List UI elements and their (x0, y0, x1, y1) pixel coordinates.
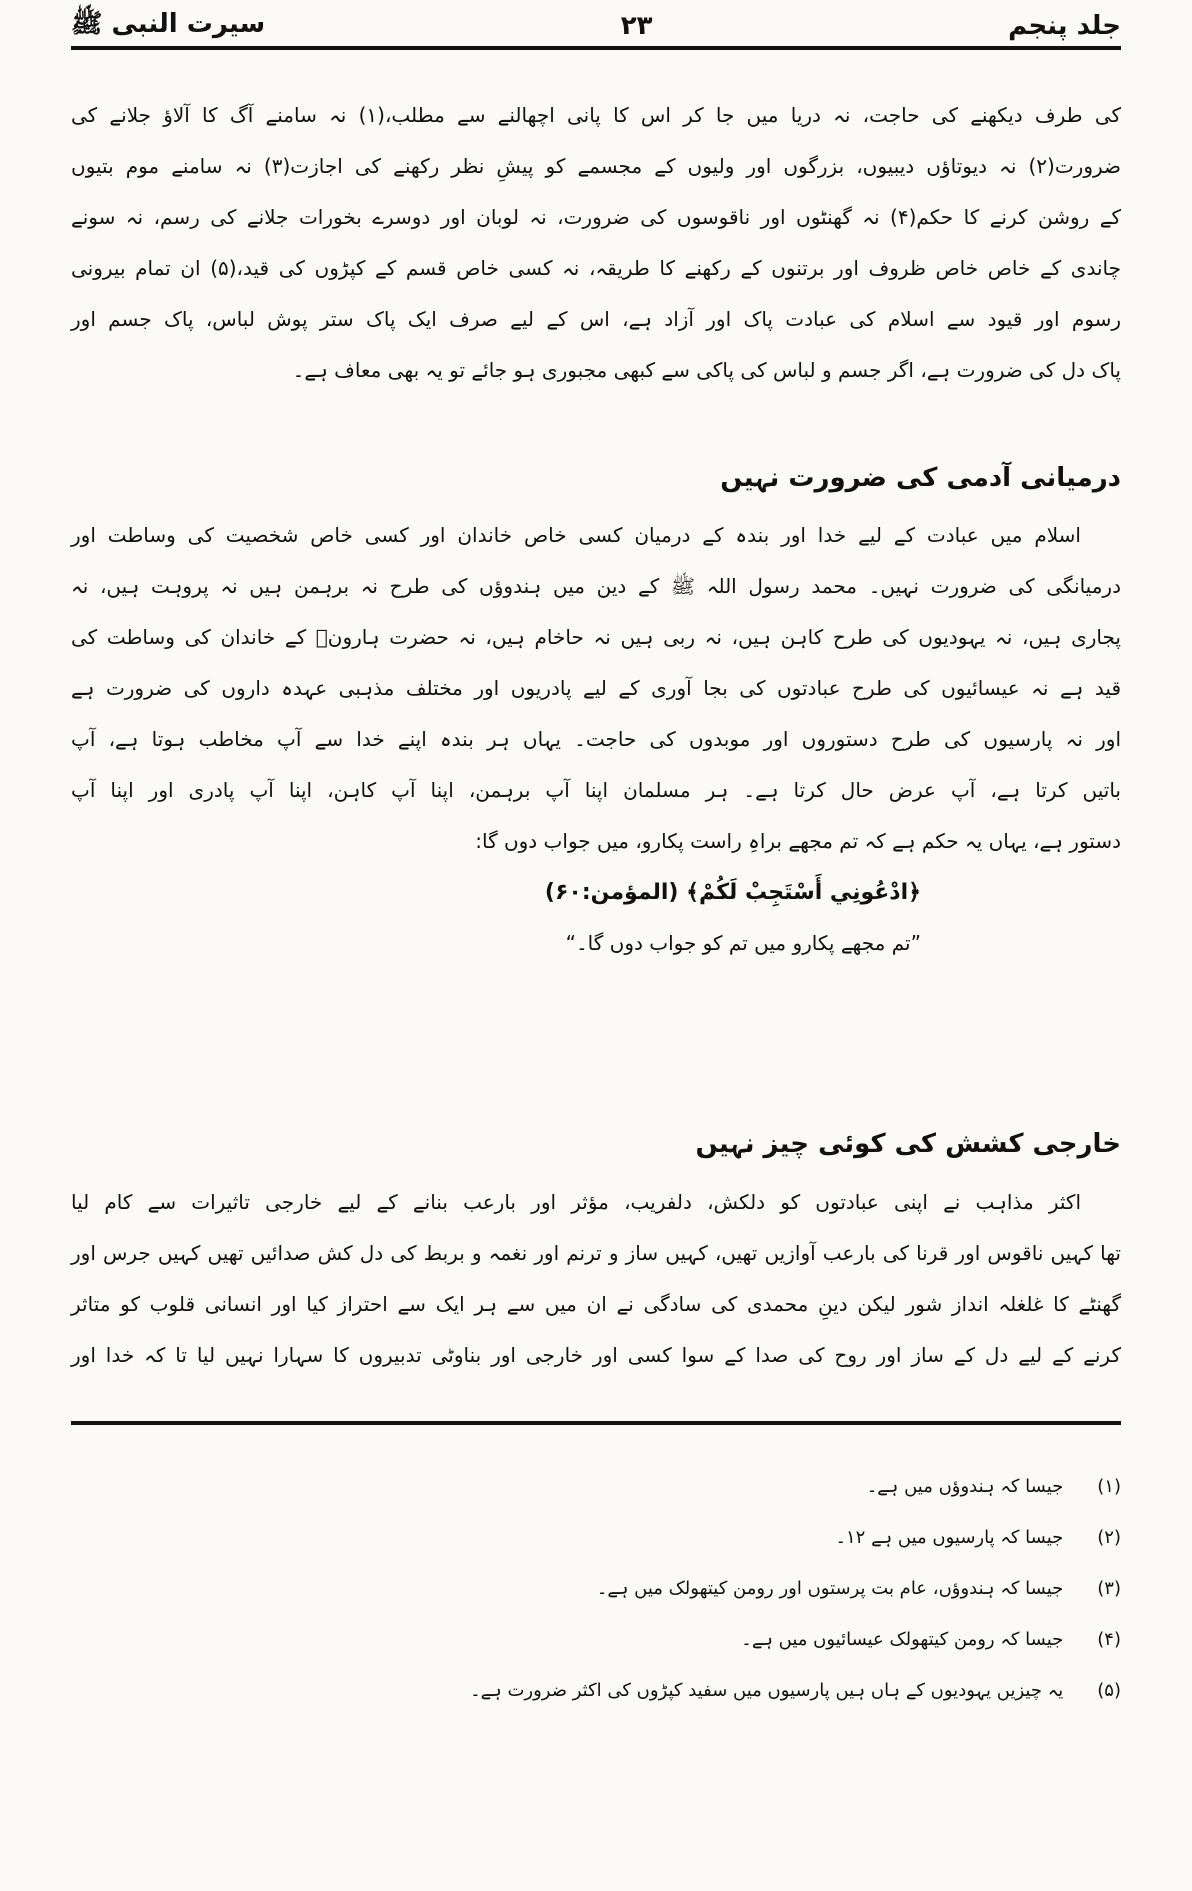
text-line: تھا کہیں ناقوس اور قرنا کی بارعب آوازیں تھیں، کہیں ساز و ترنم اور نغمہ و بربط کی دل کش صدائیں تھیں کہیں جرس اور (71, 1241, 1121, 1265)
page-number: ۲۳ (620, 11, 653, 41)
footnote-number: (۲) (1097, 1527, 1121, 1548)
volume-label: جلد پنجم (1008, 11, 1121, 41)
verse-translation: ”تم مجھے پکارو میں تم کو جواب دوں گا۔“ (565, 931, 921, 955)
text-line: قید ہے نہ عیسائیوں کی طرح عبادتوں کی بجا آوری کے لیے پادریوں اور مختلف مذہبی عہدہ داروں کی ضرورت ہے (71, 676, 1121, 700)
book-page (71, 0, 1121, 1716)
text-line: کرنے کے لیے دل کے ساز اور روح کی صدا کے سوا کسی اور خارجی اور بناوٹی تدبیروں کا سہارا نہیں لیا تا کہ خدا اور (71, 1343, 1121, 1367)
footnote (71, 1614, 1121, 1665)
text-line: ضرورت(۲) نہ دیوتاؤں دیبیوں، بزرگوں اور ولیوں کے مجسمے کو پیشِ نظر رکھنے کی اجازت(۳) نہ سامنے موم بتیوں (71, 154, 1122, 178)
footnote-number: (۵) (1097, 1680, 1121, 1701)
text-line: گھنٹے کا غلغلہ انداز شور لیکن دینِ محمدی کی سادگی نے ان میں سے ہر ایک سے احتراز کیا اور انسانی قلوب کو متاثر (71, 1292, 1121, 1316)
footnotes (71, 1461, 1121, 1716)
text-line: چاندی کے خاص خاص ظروف اور برتنوں کے رکھنے کا طریقہ، نہ کسی خاص قسم کے کپڑوں کی قید،(۵) ان تمام بیرونی (71, 256, 1121, 280)
text-line: کی طرف دیکھنے کی حاجت، نہ دریا میں جا کر اس کا پانی اچھالنے سے مطلب،(۱) نہ سامنے آگ کا آلاؤ جلانے کی (71, 103, 1122, 127)
text-line: اور نہ پارسیوں کی طرح دستوروں اور موبدوں کی حاجت۔ یہاں ہر بندہ اپنے خدا سے آپ مخاطب ہوتا ہے، آپ (71, 727, 1121, 751)
paragraph (71, 510, 1121, 867)
footnote-text: جیسا کہ ہندوؤں میں ہے۔ (866, 1476, 1064, 1497)
text-line: اکثر مذاہب نے اپنی عبادتوں کو دلکش، دلفریب، مؤثر اور بارعب بنانے کے لیے خارجی تاثیرات سے کام لیا (71, 1190, 1081, 1214)
text-line: درمیانگی کی ضرورت نہیں۔ محمد رسول اللہ ﷺ کے دین میں ہندوؤں کی طرح نہ برہمن ہیں نہ پروہت ہیں، نہ (71, 574, 1121, 598)
footnote (71, 1665, 1121, 1716)
footnote (71, 1512, 1121, 1563)
footnote (71, 1563, 1121, 1614)
header-rule (71, 46, 1121, 50)
quran-verse: ﴿ادْعُونِي أَسْتَجِبْ لَكُمْ﴾ (المؤمن:۶۰) (544, 880, 921, 905)
text-line: دستور ہے، یہاں یہ حکم ہے کہ تم مجھے براہِ راست پکارو، میں جواب دوں گا: (475, 829, 1121, 853)
footnote-number: (۳) (1097, 1578, 1121, 1599)
text-line: اسلام میں عبادت کے لیے خدا اور بندہ کے درمیان کسی خاص خاندان اور کسی خاص شخصیت کی وساطت اور (71, 523, 1081, 547)
section-heading: خارجی کشش کی کوئی چیز نہیں (695, 1129, 1121, 1159)
paragraph (71, 90, 1121, 396)
footnote-number: (۱) (1097, 1476, 1121, 1497)
book-title: سیرت النبی ﷺ (71, 9, 266, 39)
text-line: کے روشن کرنے کا حکم(۴) نہ گھنٹوں اور ناقوسوں کی ضرورت، نہ لوبان اور دوسرے بخورات جلانے کی رسم، نہ سونے (71, 205, 1122, 229)
paragraph (71, 1177, 1121, 1381)
footnote-text: یہ چیزیں یہودیوں کے ہاں ہیں پارسیوں میں سفید کپڑوں کی اکثر ضرورت ہے۔ (470, 1680, 1064, 1701)
text-line: پاک دل کی ضرورت ہے، اگر جسم و لباس کی پاکی سے کبھی مجبوری ہو جائے تو یہ بھی معاف ہے۔ (292, 358, 1121, 382)
footnote-text: جیسا کہ ہندوؤں، عام بت پرستوں اور رومن کیتھولک میں ہے۔ (596, 1578, 1064, 1599)
footnote-text: جیسا کہ رومن کیتھولک عیسائیوں میں ہے۔ (741, 1629, 1064, 1650)
text-line: پجاری ہیں، نہ یہودیوں کی طرح کاہن ہیں، نہ ربی ہیں نہ حاخام ہیں، نہ حضرت ہارونؑ کے خاندان کی وساطت کی (71, 625, 1121, 649)
section-heading: درمیانی آدمی کی ضرورت نہیں (720, 463, 1121, 493)
running-header (71, 6, 1121, 46)
footnote-number: (۴) (1097, 1629, 1121, 1650)
text-line: باتیں کرتا ہے، آپ عرض حال کرتا ہے۔ ہر مسلمان اپنا آپ برہمن، اپنا آپ کاہن، اپنا آپ پادری اور اپنا آپ (71, 778, 1121, 802)
text-line: رسوم اور قیود سے اسلام کی عبادت پاک اور آزاد ہے، اس کے لیے صرف ایک پاک ستر پوش لباس، پاک جسم اور (71, 307, 1121, 331)
footnote-text: جیسا کہ پارسیوں میں ہے ۱۲۔ (835, 1527, 1064, 1548)
footnote (71, 1461, 1121, 1512)
footnote-rule (71, 1421, 1121, 1425)
